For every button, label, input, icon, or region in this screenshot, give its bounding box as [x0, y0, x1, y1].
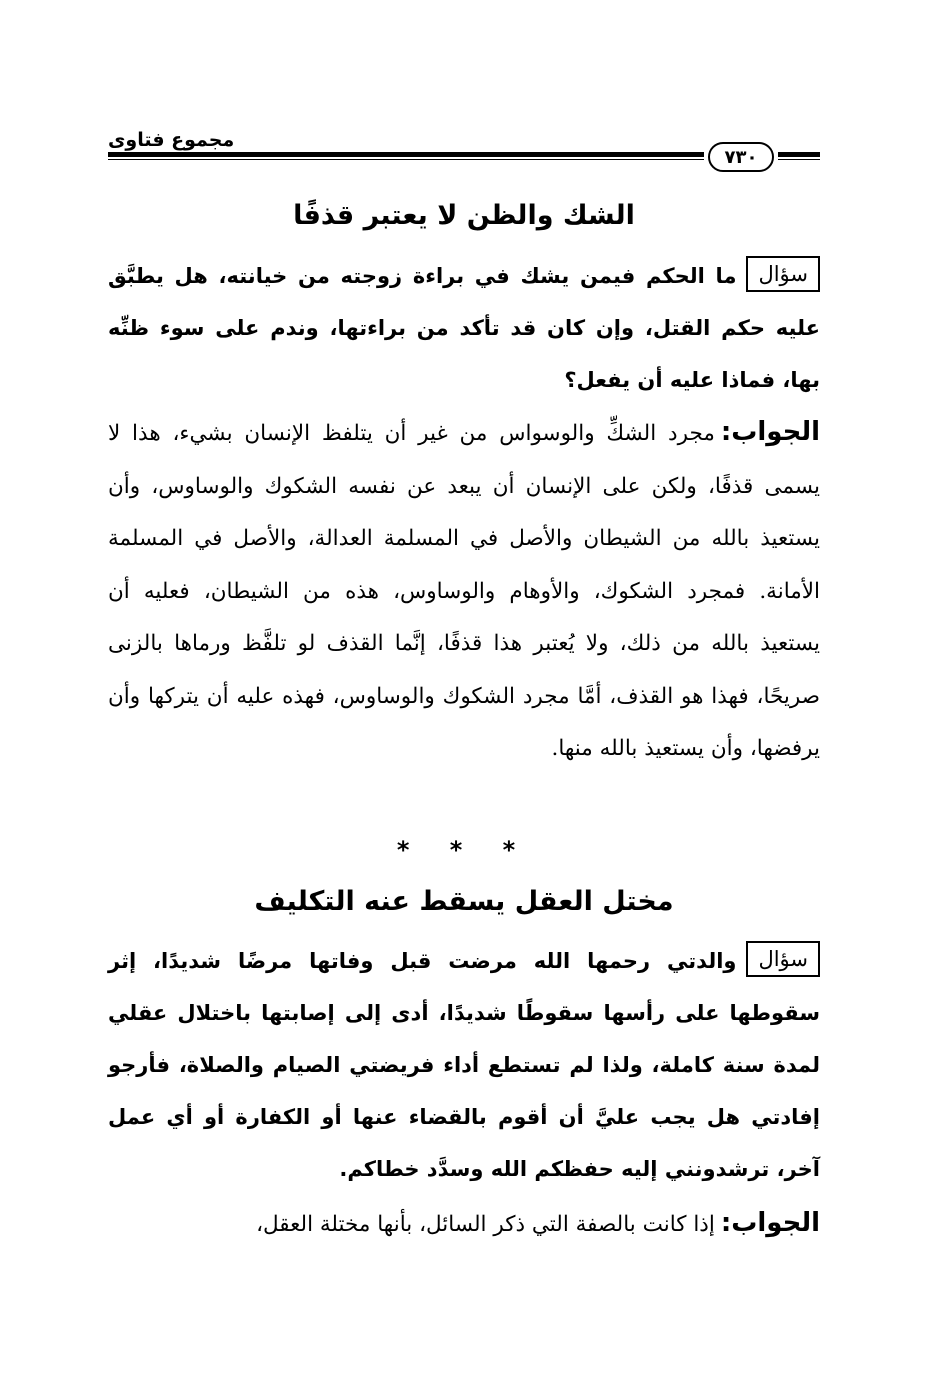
- question-label: سؤال: [746, 941, 820, 977]
- section-title-doubt-not-slander: الشك والظن لا يعتبر قذفًا: [293, 200, 635, 231]
- answer-label: الجواب:: [720, 417, 820, 447]
- running-header-title: مجموع فتاوى: [108, 129, 235, 151]
- answer-2: [108, 1197, 820, 1252]
- question-label: سؤال: [746, 256, 820, 292]
- question-2: [108, 935, 820, 1195]
- page-number: ٧٣٠: [708, 142, 774, 172]
- question-text: ما الحكم فيمن يشك في براءة زوجته من خيانته، هل يطبَّق عليه حكم القتل، وإن كان قد تأكد من براءتها، وندم على سوء ظنِّه بها، فماذا عليه أن يفعل؟: [108, 264, 820, 392]
- section-title-mental-illness: مختل العقل يسقط عنه التكليف: [254, 886, 674, 917]
- header-rule: [108, 152, 704, 160]
- answer-text: مجرد الشكِّ والوسواس من غير أن يتلفظ الإنسان بشيء، هذا لا يسمى قذفًا، ولكن على الإنسان أن يبعد عن نفسه الشكوك والوساوس، وأن يستعيذ بالله من الشيطان والأصل في المسلمة العدالة، والأصل في المسلمة الأمانة. فمجرد الشكوك، والأوهام والوساوس، هذه من الشيطان، فعليه أن يستعيذ بالله من ذلك، ولا يُعتبر هذا قذفًا، إنَّما القذف لو تلفَّظ ورماها بالزنى صريحًا، فهذا هو القذف، أمَّا مجرد الشكوك والوساوس، فهذه عليه أن يتركها وأن يرفضها، وأن يستعيذ بالله منها.: [108, 421, 820, 761]
- header-rule-tail: [778, 152, 820, 160]
- book-page: [108, 0, 820, 1384]
- section-separator: * * *: [396, 836, 532, 864]
- question-text: والدتي رحمها الله مرضت قبل وفاتها مرضًا شديدًا، إثر سقوطها على رأسها سقوطًا شديدًا، أدى إلى إصابتها باختلال عقلي لمدة سنة كاملة، ولذا لم تستطع أداء فريضتي الصيام والصلاة، فأرجو إفادتي هل يجب عليَّ أن أقوم بالقضاء عنها أو الكفارة أو أي عمل آخر، ترشدونني إليه حفظكم الله وسدَّد خطاكم.: [108, 949, 820, 1181]
- question-1: [108, 250, 820, 406]
- answer-1: [108, 406, 820, 776]
- answer-label: الجواب:: [720, 1208, 820, 1238]
- answer-text: إذا كانت بالصفة التي ذكر السائل، بأنها مختلة العقل،: [256, 1212, 715, 1237]
